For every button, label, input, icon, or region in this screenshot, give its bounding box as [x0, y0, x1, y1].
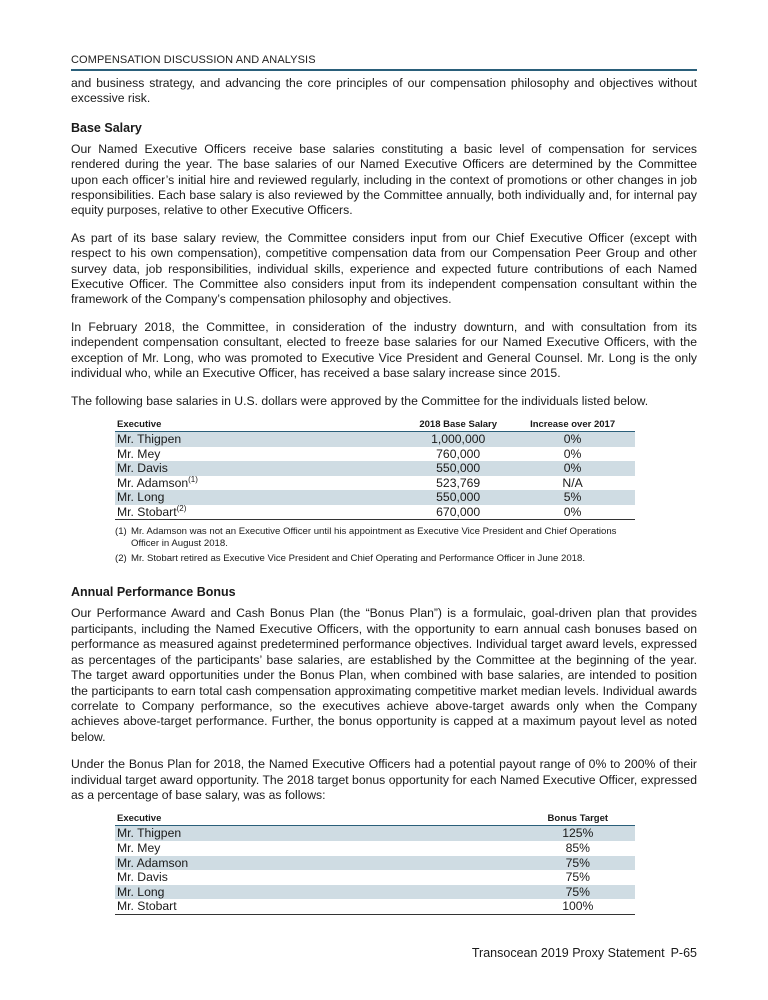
- increase-value: N/A: [562, 475, 583, 490]
- base-salary-value: 550,000: [406, 490, 510, 505]
- executive-name: Mr. Long: [115, 885, 521, 900]
- page-content: [71, 54, 697, 915]
- footnote-ref: (1): [188, 474, 198, 484]
- table-row: [115, 505, 635, 520]
- table-row: [115, 899, 635, 914]
- executive-name: Mr. Adamson$^{(1)}$: [117, 474, 198, 490]
- table-row: [115, 490, 635, 505]
- table-header-row: [115, 813, 635, 826]
- executive-name: Mr. Mey: [117, 446, 161, 461]
- base-salary-value: 670,000: [406, 505, 510, 520]
- base-salary-paragraph: The following base salaries in U.S. dollars were approved by the Committee for the individuals listed below.: [71, 393, 649, 408]
- increase-value: 0%: [510, 461, 635, 476]
- executive-name: Mr. Thigpen: [115, 826, 521, 841]
- executive-name: Mr. Thigpen: [115, 431, 406, 446]
- publication-title: Transocean 2019 Proxy Statement: [471, 946, 665, 960]
- running-head: COMPENSATION DISCUSSION AND ANALYSIS: [71, 54, 697, 71]
- table-row: [115, 885, 635, 900]
- executive-name: Mr. Davis: [115, 461, 406, 476]
- increase-value: 5%: [510, 490, 635, 505]
- executive-name: Mr. Long: [115, 490, 406, 505]
- base-salary-value: 760,000: [436, 446, 481, 461]
- base-salary-value: 550,000: [406, 461, 510, 476]
- intro-continuation: and business strategy, and advancing the core principles of our compensation philosophy and objectives without excessive risk.: [71, 76, 697, 106]
- base-salary-value: 1,000,000: [406, 431, 510, 446]
- table-row: [115, 856, 635, 871]
- base-salary-table: [115, 419, 635, 521]
- base-salary-paragraph: As part of its base salary review, the Committee considers input from our Chief Executive Officer (except with respect to his own compensation), competitive compensation data from our Compensation Peer Group and other survey data, job responsibilities, individual skills, experience and expected future contributions of each Named Executive Officer. The Committee also considers input from its independent compensation consultant within the framework of the Company’s compensation philosophy and objectives.: [71, 230, 697, 307]
- base-salary-paragraph: Our Named Executive Officers receive base salaries constituting a basic level of compensation for services rendered during the year. The base salaries of our Named Executive Officers are determined by the Committee upon each officer’s initial hire and reviewed regularly, including in the context of promotions or other changes in job responsibilities. Each base salary is also reviewed by the Committee annually, both individually and, for internal pay equity purposes, relative to other Executive Officers.: [71, 141, 697, 218]
- increase-value: 0%: [510, 431, 635, 446]
- base-salary-paragraph: In February 2018, the Committee, in consideration of the industry downturn, and with consultation from its independent compensation consultant, elected to freeze base salaries for our Named Executive Officers, with the exception of Mr. Long, who was promoted to Executive Vice President and General Counsel. Mr. Long is the only individual who, while an Executive Officer, has received a base salary increase since 2015.: [71, 319, 697, 381]
- executive-name: Mr. Mey: [117, 840, 161, 855]
- increase-value: 0%: [510, 505, 635, 520]
- table-footnotes: [115, 526, 635, 565]
- table-row: [115, 461, 635, 476]
- column-header-executive: Executive: [115, 813, 521, 826]
- executive-name: Mr. Davis: [117, 870, 168, 885]
- bonus-target-value: 125%: [521, 826, 635, 841]
- bonus-target-value: 75%: [521, 885, 635, 900]
- bonus-target-value: 85%: [565, 840, 590, 855]
- page-footer: [466, 946, 697, 960]
- base-salary-value: 523,769: [436, 475, 481, 490]
- table-row: [115, 826, 635, 841]
- executive-name: Mr. Adamson: [115, 856, 521, 871]
- bonus-target-table: [115, 813, 635, 915]
- bonus-heading: Annual Performance Bonus: [71, 585, 236, 600]
- bonus-paragraph: Under the Bonus Plan for 2018, the Named Executive Officers had a potential payout range of 0% to 200% of their individual target award opportunity. The 2018 target bonus opportunity for each Named Executive Officer, expressed as a percentage of base salary, was as follows:: [71, 757, 697, 802]
- bonus-paragraph: Our Performance Award and Cash Bonus Plan (the “Bonus Plan”) is a formulaic, goal-driven plan that provides participants, including the Named Executive Officers, with the opportunity to earn annual cash bonuses based on performance as measured against predetermined performance objectives. Individual target award levels, expressed as percentages of the participants’ base salaries, are established by the Committee at the beginning of the year. The target award opportunities under the Bonus Plan, when combined with base salaries, are intended to position the participants to earn total cash compensation approximating competitive market median levels. Individual awards correlate to Company performance, so the executives achieve above-target awards only when the Company achieves above-target performance. Further, the bonus opportunity is capped at a maximum payout level as noted below.: [71, 606, 697, 744]
- base-salary-heading: Base Salary: [71, 120, 142, 135]
- footnote: (1) Mr. Adamson was not an Executive Officer until his appointment as Executive Vice President and Chief Operations Officer in August 2018.: [115, 526, 617, 550]
- footnote-ref: (2): [176, 503, 187, 513]
- bonus-target-value: 100%: [521, 899, 635, 914]
- bonus-target-value: 75%: [565, 870, 590, 885]
- table-row: [115, 476, 635, 491]
- page-number: P-65: [670, 946, 697, 960]
- table-row: [115, 431, 635, 446]
- bonus-target-value: 75%: [521, 856, 635, 871]
- column-header-executive: Executive: [115, 419, 406, 432]
- table-row: [115, 447, 635, 462]
- column-header-bonus-target: Bonus Target: [521, 813, 635, 826]
- increase-value: 0%: [563, 446, 582, 461]
- column-header-increase: Increase over 2017: [510, 419, 635, 432]
- column-header-base-salary: 2018 Base Salary: [406, 419, 510, 432]
- executive-name: Mr. Stobart$^{(2)}$: [115, 505, 406, 520]
- executive-name: Mr. Stobart: [115, 899, 521, 914]
- table-row: [115, 841, 635, 856]
- table-row: [115, 870, 635, 885]
- footnote: (2) Mr. Stobart retired as Executive Vice President and Chief Operating and Performance Officer in June 2018.: [115, 553, 585, 565]
- table-header-row: [115, 419, 635, 432]
